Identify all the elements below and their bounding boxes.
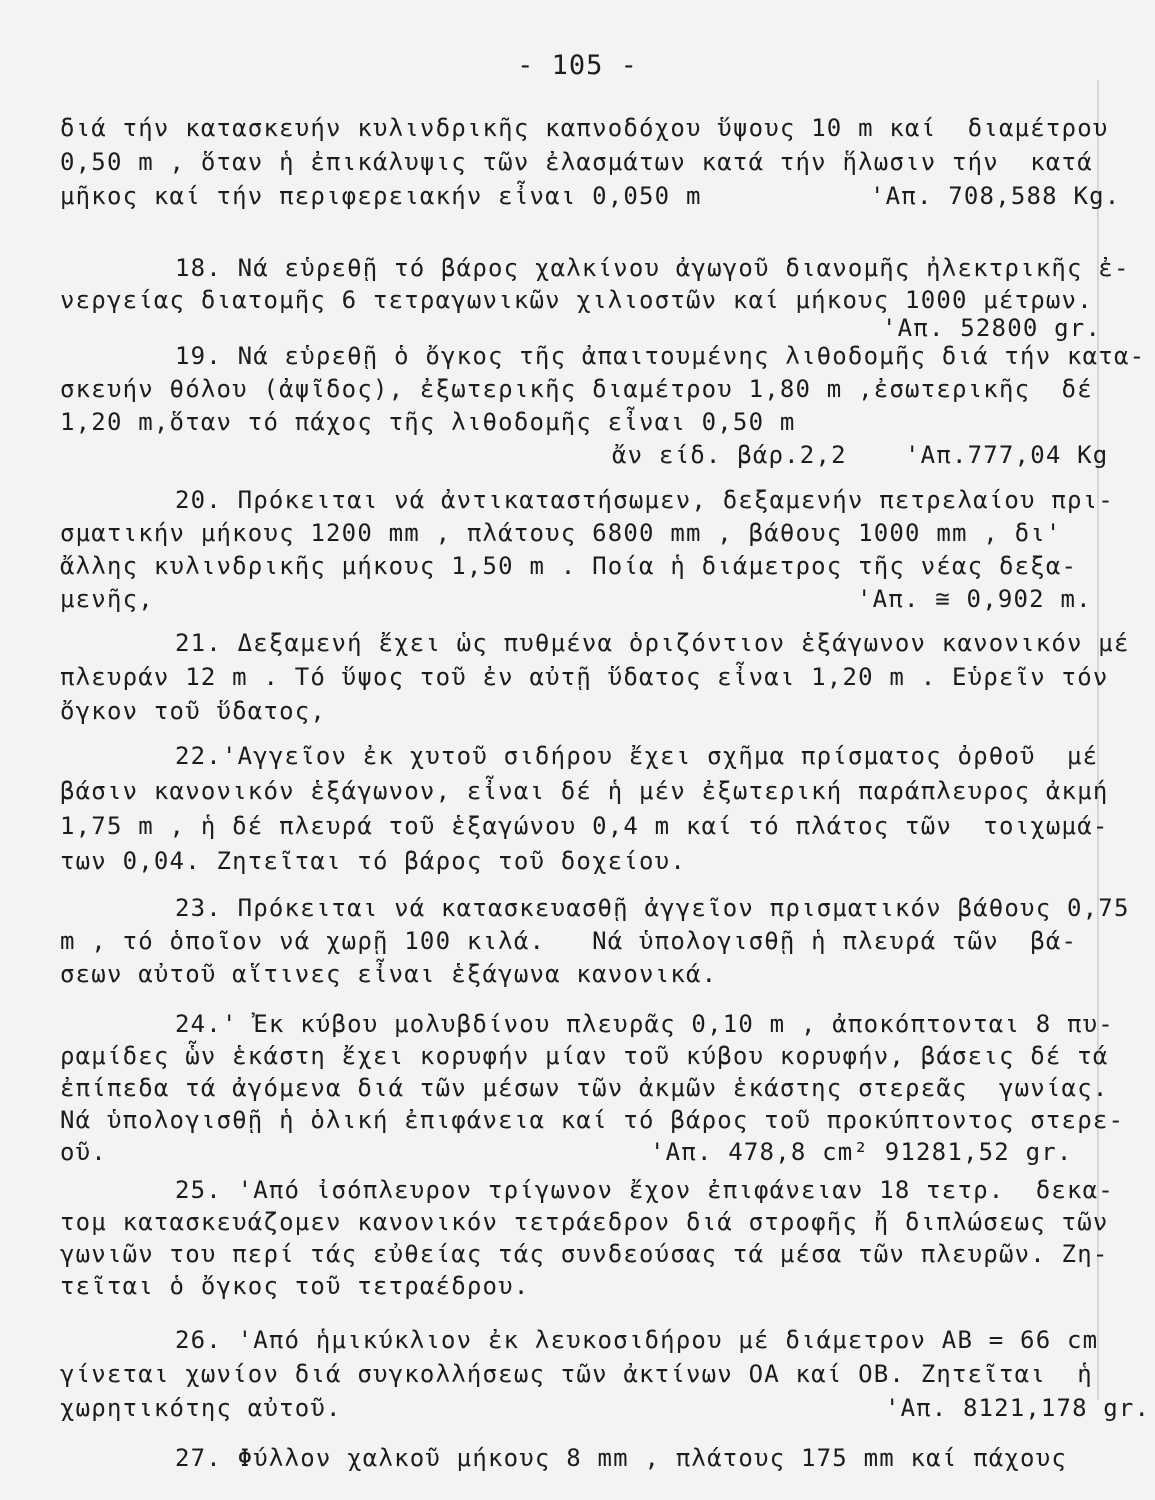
text-line-l27: οῦ. xyxy=(60,1138,107,1166)
text-line-l18: 1,75 m , ἡ δέ πλευρά τοῦ ἑξαγώνου 0,4 m καί τό πλάτος τῶν τοιχωμά- xyxy=(60,812,1109,840)
text-line-l29: τομ κατασκευάζομεν κανονικόν τετράεδρον διά στροφῆς ἤ διπλώσεως τῶν xyxy=(60,1208,1109,1236)
text-line-l19: των 0,04. Ζητεῖται τό βάρος τοῦ δοχείου. xyxy=(60,847,686,875)
text-line-l31: τεῖται ὁ ὄγκος τοῦ τετραέδρου. xyxy=(60,1272,530,1300)
answer-a20: 'Απ. ≅ 0,902 m. xyxy=(857,585,1092,613)
text-line-l04: 18. Νά εὑρεθῇ τό βάρος χαλκίνου ἀγωγοῦ διανομῆς ἠλεκτρικῆς ἐ- xyxy=(175,254,1130,282)
text-line-l14: πλευράν 12 m . Τό ὕψος τοῦ ἐν αὐτῇ ὕδατος εἶναι 1,20 m . Εὑρεῖν τόν xyxy=(60,663,1109,691)
text-line-l03: μῆκος καί τήν περιφερειακήν εἶναι 0,050 m xyxy=(60,182,702,210)
text-line-l07: σκευήν θόλου (ἀψῖδος), ἐξωτερικῆς διαμέτρου 1,80 m ,ἐσωτερικῆς δέ xyxy=(60,375,1093,403)
text-line-l05: νεργείας διατομῆς 6 τετραγωνικῶν χιλιοστῶν καί μήκους 1000 μέτρων. xyxy=(60,286,1093,314)
text-line-l22: σεων αὐτοῦ αἵτινες εἶναι ἑξάγωνα κανονικά. xyxy=(60,960,718,988)
text-line-l13: 21. Δεξαμενή ἔχει ὡς πυθμένα ὁριζόντιον ἑξάγωνον κανονικόν μέ xyxy=(175,629,1130,657)
text-line-l21: m , τό ὁποῖον νά χωρῇ 100 κιλά. Νά ὑπολογισθῇ ἡ πλευρά τῶν βά- xyxy=(60,927,1078,955)
answer-a19-note: ἄν είδ. βάρ.2,2 xyxy=(612,441,847,469)
text-line-l06: 19. Νά εὑρεθῇ ὁ ὄγκος τῆς ἀπαιτουμένης λιθοδομῆς διά τήν κατα- xyxy=(175,342,1146,370)
text-line-l11: ἄλλης κυλινδρικῆς μήκους 1,50 m . Ποία ἡ διάμετρος τῆς νέας δεξα- xyxy=(60,552,1078,580)
text-line-l12: μενῆς, xyxy=(60,585,154,613)
text-line-l26: Νά ὑπολογισθῇ ἡ ὁλική ἐπιφάνεια καί τό βάρος τοῦ προκύπτοντος στερε- xyxy=(60,1106,1125,1134)
text-line-l10: σματικήν μήκους 1200 mm , πλάτους 6800 mm , βάθους 1000 mm , δι' xyxy=(60,519,1062,547)
text-line-l25: ἐπίπεδα τά ἀγόμενα διά τῶν μέσων τῶν ἀκμῶν ἑκάστης στερεᾶς γωνίας. xyxy=(60,1074,1109,1102)
text-line-l35: 27. Φύλλον χαλκοῦ μήκους 8 mm , πλάτους 175 mm καί πάχους xyxy=(175,1444,1068,1472)
text-line-l24: ραμίδες ὧν ἑκάστη ἔχει κορυφήν μίαν τοῦ κύβου κορυφήν, βάσεις δέ τά xyxy=(60,1042,1109,1070)
text-line-l32: 26. 'Από ἡμικύκλιον ἐκ λευκοσιδήρου μέ διάμετρον ΑΒ = 66 cm xyxy=(175,1326,1099,1354)
answer-a24: 'Απ. 478,8 cm² 91281,52 gr. xyxy=(650,1138,1073,1166)
text-line-l23: 24.' Ἐκ κύβου μολυβδίνου πλευρᾶς 0,10 m , ἀποκόπτονται 8 πυ- xyxy=(175,1010,1114,1038)
text-line-l17: βάσιν κανονικόν ἑξάγωνον, εἶναι δέ ἡ μέν ἐξωτερική παράπλευρος ἀκμή xyxy=(60,777,1109,805)
answer-a17: 'Απ. 708,588 Kg. xyxy=(870,182,1121,210)
text-line-l09: 20. Πρόκειται νά ἀντικαταστήσωμεν, δεξαμενήν πετρελαίου πρι- xyxy=(175,486,1114,514)
answer-a18: 'Απ. 52800 gr. xyxy=(882,314,1102,342)
text-line-l08: 1,20 m,ὅταν τό πάχος τῆς λιθοδομῆς εἶναι 0,50 m xyxy=(60,408,796,436)
text-line-l16: 22.'Αγγεῖον ἐκ χυτοῦ σιδήρου ἔχει σχῆμα πρίσματος ὀρθοῦ μέ xyxy=(175,742,1099,770)
text-line-l01: διά τήν κατασκευήν κυλινδρικῆς καπνοδόχου ὕψους 10 m καί διαμέτρου xyxy=(60,114,1109,142)
text-line-l30: γωνιῶν του περί τάς εὐθείας τάς συνδεούσας τά μέσα τῶν πλευρῶν. Ζη- xyxy=(60,1240,1109,1268)
page-number: - 105 - xyxy=(517,50,638,81)
answer-a26: 'Απ. 8121,178 gr. xyxy=(885,1394,1151,1422)
text-line-l20: 23. Πρόκειται νά κατασκευασθῇ ἀγγεῖον πρισματικόν βάθους 0,75 xyxy=(175,894,1130,922)
text-line-l28: 25. 'Από ἰσόπλευρον τρίγωνον ἔχον ἐπιφάνειαν 18 τετρ. δεκα- xyxy=(175,1176,1114,1204)
text-line-l02: 0,50 m , ὅταν ἡ ἐπικάλυψις τῶν ἐλασμάτων κατά τήν ἥλωσιν τήν κατά xyxy=(60,148,1093,176)
text-line-l34: χωρητικότης αὐτοῦ. xyxy=(60,1394,342,1422)
text-line-l15: ὄγκον τοῦ ὕδατος, xyxy=(60,697,327,725)
answer-a19: 'Απ.777,04 Kg xyxy=(905,441,1109,469)
text-line-l33: γίνεται χωνίον διά συγκολλήσεως τῶν ἀκτίνων ΟΑ καί ΟΒ. Ζητεῖται ἡ xyxy=(60,1360,1093,1388)
